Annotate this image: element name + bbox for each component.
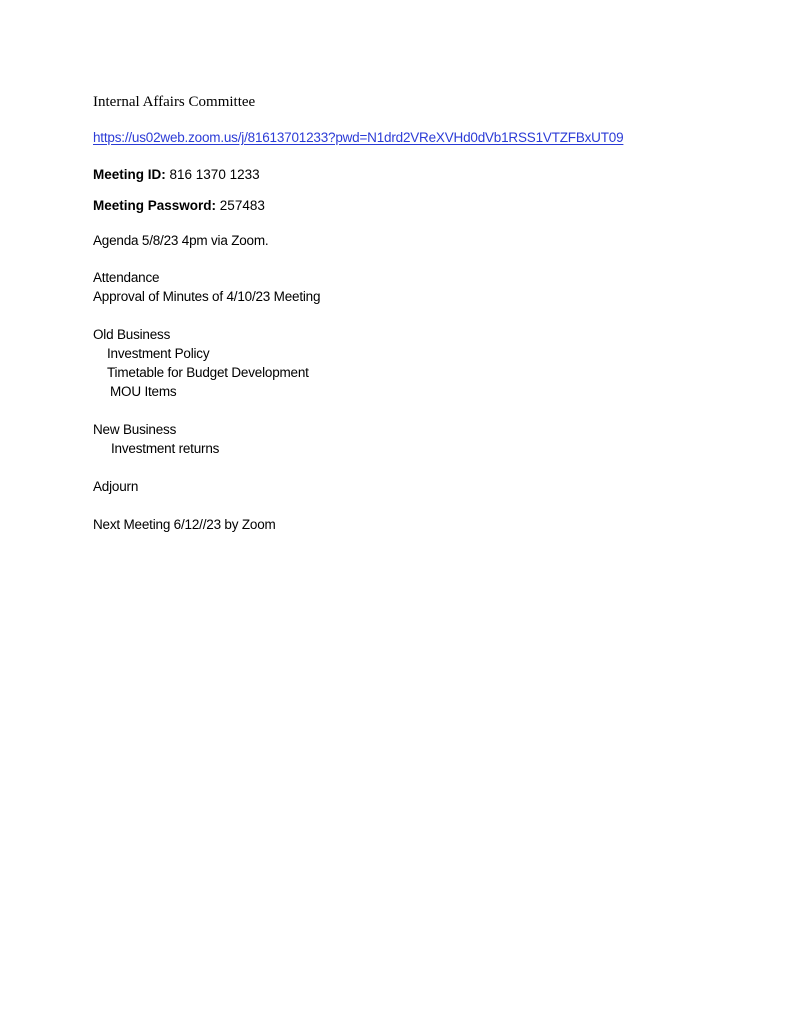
agenda-item-attendance: Attendance	[93, 270, 160, 285]
meeting-password-value: 257483	[219, 198, 265, 213]
agenda-item-mou-items: MOU Items	[110, 384, 177, 399]
meeting-id-row	[93, 167, 260, 182]
meeting-id-label: Meeting ID:	[93, 167, 166, 182]
agenda-section-new-business: New Business	[93, 422, 177, 437]
agenda-item-approval-of-minutes: Approval of Minutes of 4/10/23 Meeting	[93, 289, 321, 304]
committee-title: Internal Affairs Committee	[93, 94, 256, 110]
agenda-item-investment-returns: Investment returns	[111, 441, 220, 456]
zoom-meeting-link[interactable]: https://us02web.zoom.us/j/81613701233?pwd=N1drd2VReXVHd0dVb1RSS1VTZFBxUT09	[93, 130, 624, 145]
agenda-item-investment-policy: Investment Policy	[107, 346, 210, 361]
agenda-section-old-business: Old Business	[93, 327, 171, 342]
agenda-item-adjourn: Adjourn	[93, 479, 139, 494]
meeting-password-row	[93, 198, 265, 213]
agenda-heading: Agenda 5/8/23 4pm via Zoom.	[93, 233, 269, 248]
meeting-password-label: Meeting Password:	[93, 198, 217, 213]
agenda-item-budget-timetable: Timetable for Budget Development	[107, 365, 309, 380]
meeting-id-value: 816 1370 1233	[169, 167, 260, 182]
next-meeting-note: Next Meeting 6/12//23 by Zoom	[93, 517, 276, 532]
